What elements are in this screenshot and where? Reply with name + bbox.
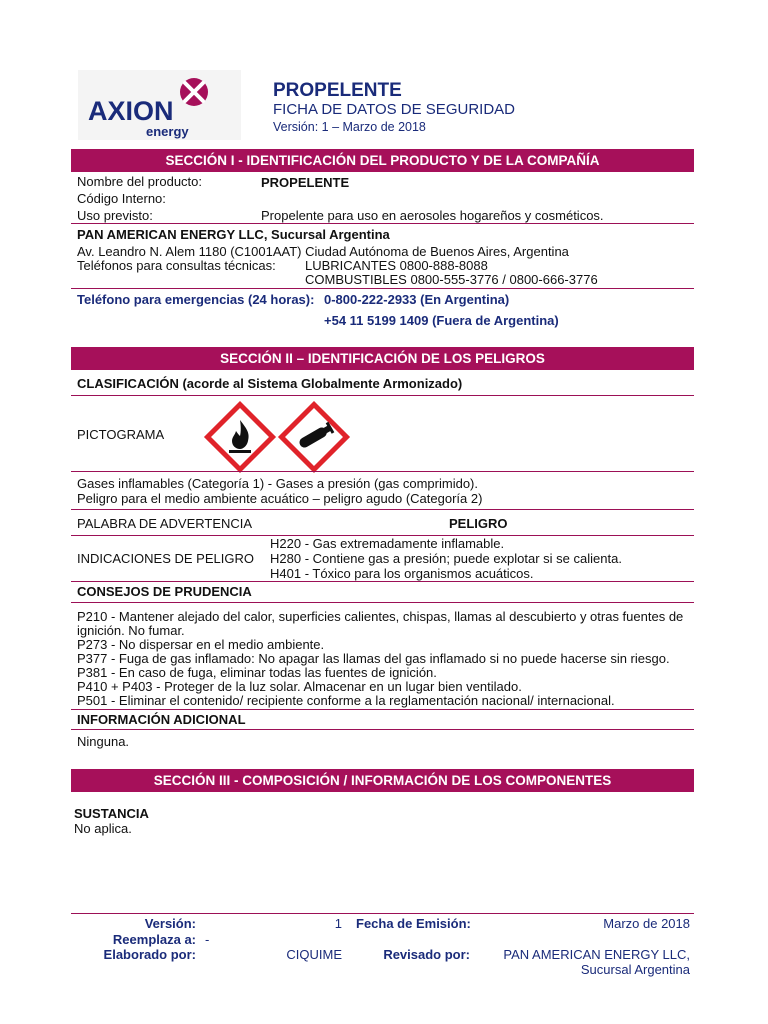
footer-divider (71, 913, 694, 914)
hazard-statements-label: INDICACIONES DE PELIGRO (77, 551, 254, 566)
hazard-statement: H220 - Gas extremadamente inflamable. (270, 536, 505, 551)
tech-phones-label: Teléfonos para consultas técnicas: (77, 258, 276, 273)
footer-replaces-value: - (205, 932, 210, 947)
tech-phone-fuels: COMBUSTIBLES 0800-555-3776 / 0800-666-3776 (305, 272, 598, 287)
gas-cylinder-icon (277, 400, 351, 474)
logo-subtext: energy (146, 124, 189, 139)
footer-prepared-value: CIQUIME (286, 947, 342, 962)
precautionary-statement: ignición. No fumar. (77, 623, 185, 638)
footer-issue-value: Marzo de 2018 (603, 916, 690, 931)
footer-replaces-label: Reemplaza a: (112, 932, 196, 947)
precautionary-heading: CONSEJOS DE PRUDENCIA (77, 584, 252, 599)
divider (71, 223, 694, 224)
document-subtitle: FICHA DE DATOS DE SEGURIDAD (273, 101, 515, 118)
footer-version-value: 1 (334, 916, 342, 931)
substance-heading: SUSTANCIA (74, 806, 149, 821)
precautionary-statement: P210 - Mantener alejado del calor, superficies calientes, chispas, llamas al descubierto y otras fuentes de (77, 609, 684, 624)
classification-heading: CLASIFICACIÓN (acorde al Sistema Globalmente Armonizado) (77, 376, 463, 391)
classification-line-1: Gases inflamables (Categoría 1) - Gases a presión (gas comprimido). (77, 476, 478, 491)
divider (71, 709, 694, 710)
pictogram-label: PICTOGRAMA (77, 427, 165, 442)
emergency-phone-argentina: 0-800-222-2933 (En Argentina) (324, 292, 510, 307)
axion-logo-icon (78, 70, 241, 140)
section-2-header: SECCIÓN II – IDENTIFICACIÓN DE LOS PELIGROS (71, 347, 694, 370)
section-3-header: SECCIÓN III - COMPOSICIÓN / INFORMACIÓN DE LOS COMPONENTES (71, 769, 694, 792)
emergency-phone-label: Teléfono para emergencias (24 horas): (77, 292, 315, 307)
company-address: Av. Leandro N. Alem 1180 (C1001AAT) Ciudad Autónoma de Buenos Aires, Argentina (77, 244, 569, 259)
precautionary-statement: P410 + P403 - Proteger de la luz solar. Almacenar en un lugar bien ventilado. (77, 679, 522, 694)
footer-reviewed-label: Revisado por: (383, 947, 470, 962)
additional-info-heading: INFORMACIÓN ADICIONAL (77, 712, 246, 727)
section-1-header: SECCIÓN I - IDENTIFICACIÓN DEL PRODUCTO Y DE LA COMPAÑÍA (71, 149, 694, 172)
logo-text: AXION (88, 96, 174, 126)
intended-use-label: Uso previsto: (77, 208, 153, 223)
divider (71, 288, 694, 289)
tech-phone-lubricants: LUBRICANTES 0800-888-8088 (305, 258, 488, 273)
divider (71, 471, 694, 472)
additional-info-value: Ninguna. (77, 734, 130, 749)
document-title: PROPELENTE (273, 80, 402, 101)
precautionary-statement: P377 - Fuga de gas inflamado: No apagar las llamas del gas inflamado si no puede hacerse sin riesgo. (77, 651, 670, 666)
footer-version-label: Versión: (144, 916, 196, 931)
divider (71, 581, 694, 582)
signal-word-label: PALABRA DE ADVERTENCIA (77, 516, 253, 531)
internal-code-label: Código Interno: (77, 191, 166, 206)
classification-line-2: Peligro para el medio ambiente acuático – peligro agudo (Categoría 2) (77, 491, 483, 506)
intended-use-value: Propelente para uso en aerosoles hogareños y cosméticos. (261, 208, 604, 223)
product-name-value: PROPELENTE (261, 175, 350, 190)
company-name: PAN AMERICAN ENERGY LLC, Sucursal Argentina (77, 227, 390, 242)
footer-reviewed-value: Sucursal Argentina (580, 962, 690, 977)
emergency-phone-international: +54 11 5199 1409 (Fuera de Argentina) (324, 313, 559, 328)
signal-word-value: PELIGRO (449, 516, 508, 531)
footer-issue-label: Fecha de Emisión: (356, 916, 471, 931)
precautionary-statement: P381 - En caso de fuga, eliminar todas las fuentes de ignición. (77, 665, 437, 680)
divider (71, 729, 694, 730)
flame-icon (203, 400, 277, 474)
document-version: Versión: 1 – Marzo de 2018 (273, 120, 426, 134)
precautionary-statement: P501 - Eliminar el contenido/ recipiente conforme a la reglamentación nacional/ internacional. (77, 693, 615, 708)
footer-prepared-label: Elaborado por: (103, 947, 196, 962)
precautionary-statement: P273 - No dispersar en el medio ambiente. (77, 637, 325, 652)
hazard-statement: H401 - Tóxico para los organismos acuáticos. (270, 566, 534, 581)
company-logo (78, 70, 241, 140)
divider (71, 509, 694, 510)
substance-value: No aplica. (74, 821, 132, 836)
hazard-statement: H280 - Contiene gas a presión; puede explotar si se calienta. (270, 551, 622, 566)
divider (71, 602, 694, 603)
divider (71, 395, 694, 396)
footer-reviewed-value: PAN AMERICAN ENERGY LLC, (503, 947, 690, 962)
product-name-label: Nombre del producto: (77, 174, 203, 189)
